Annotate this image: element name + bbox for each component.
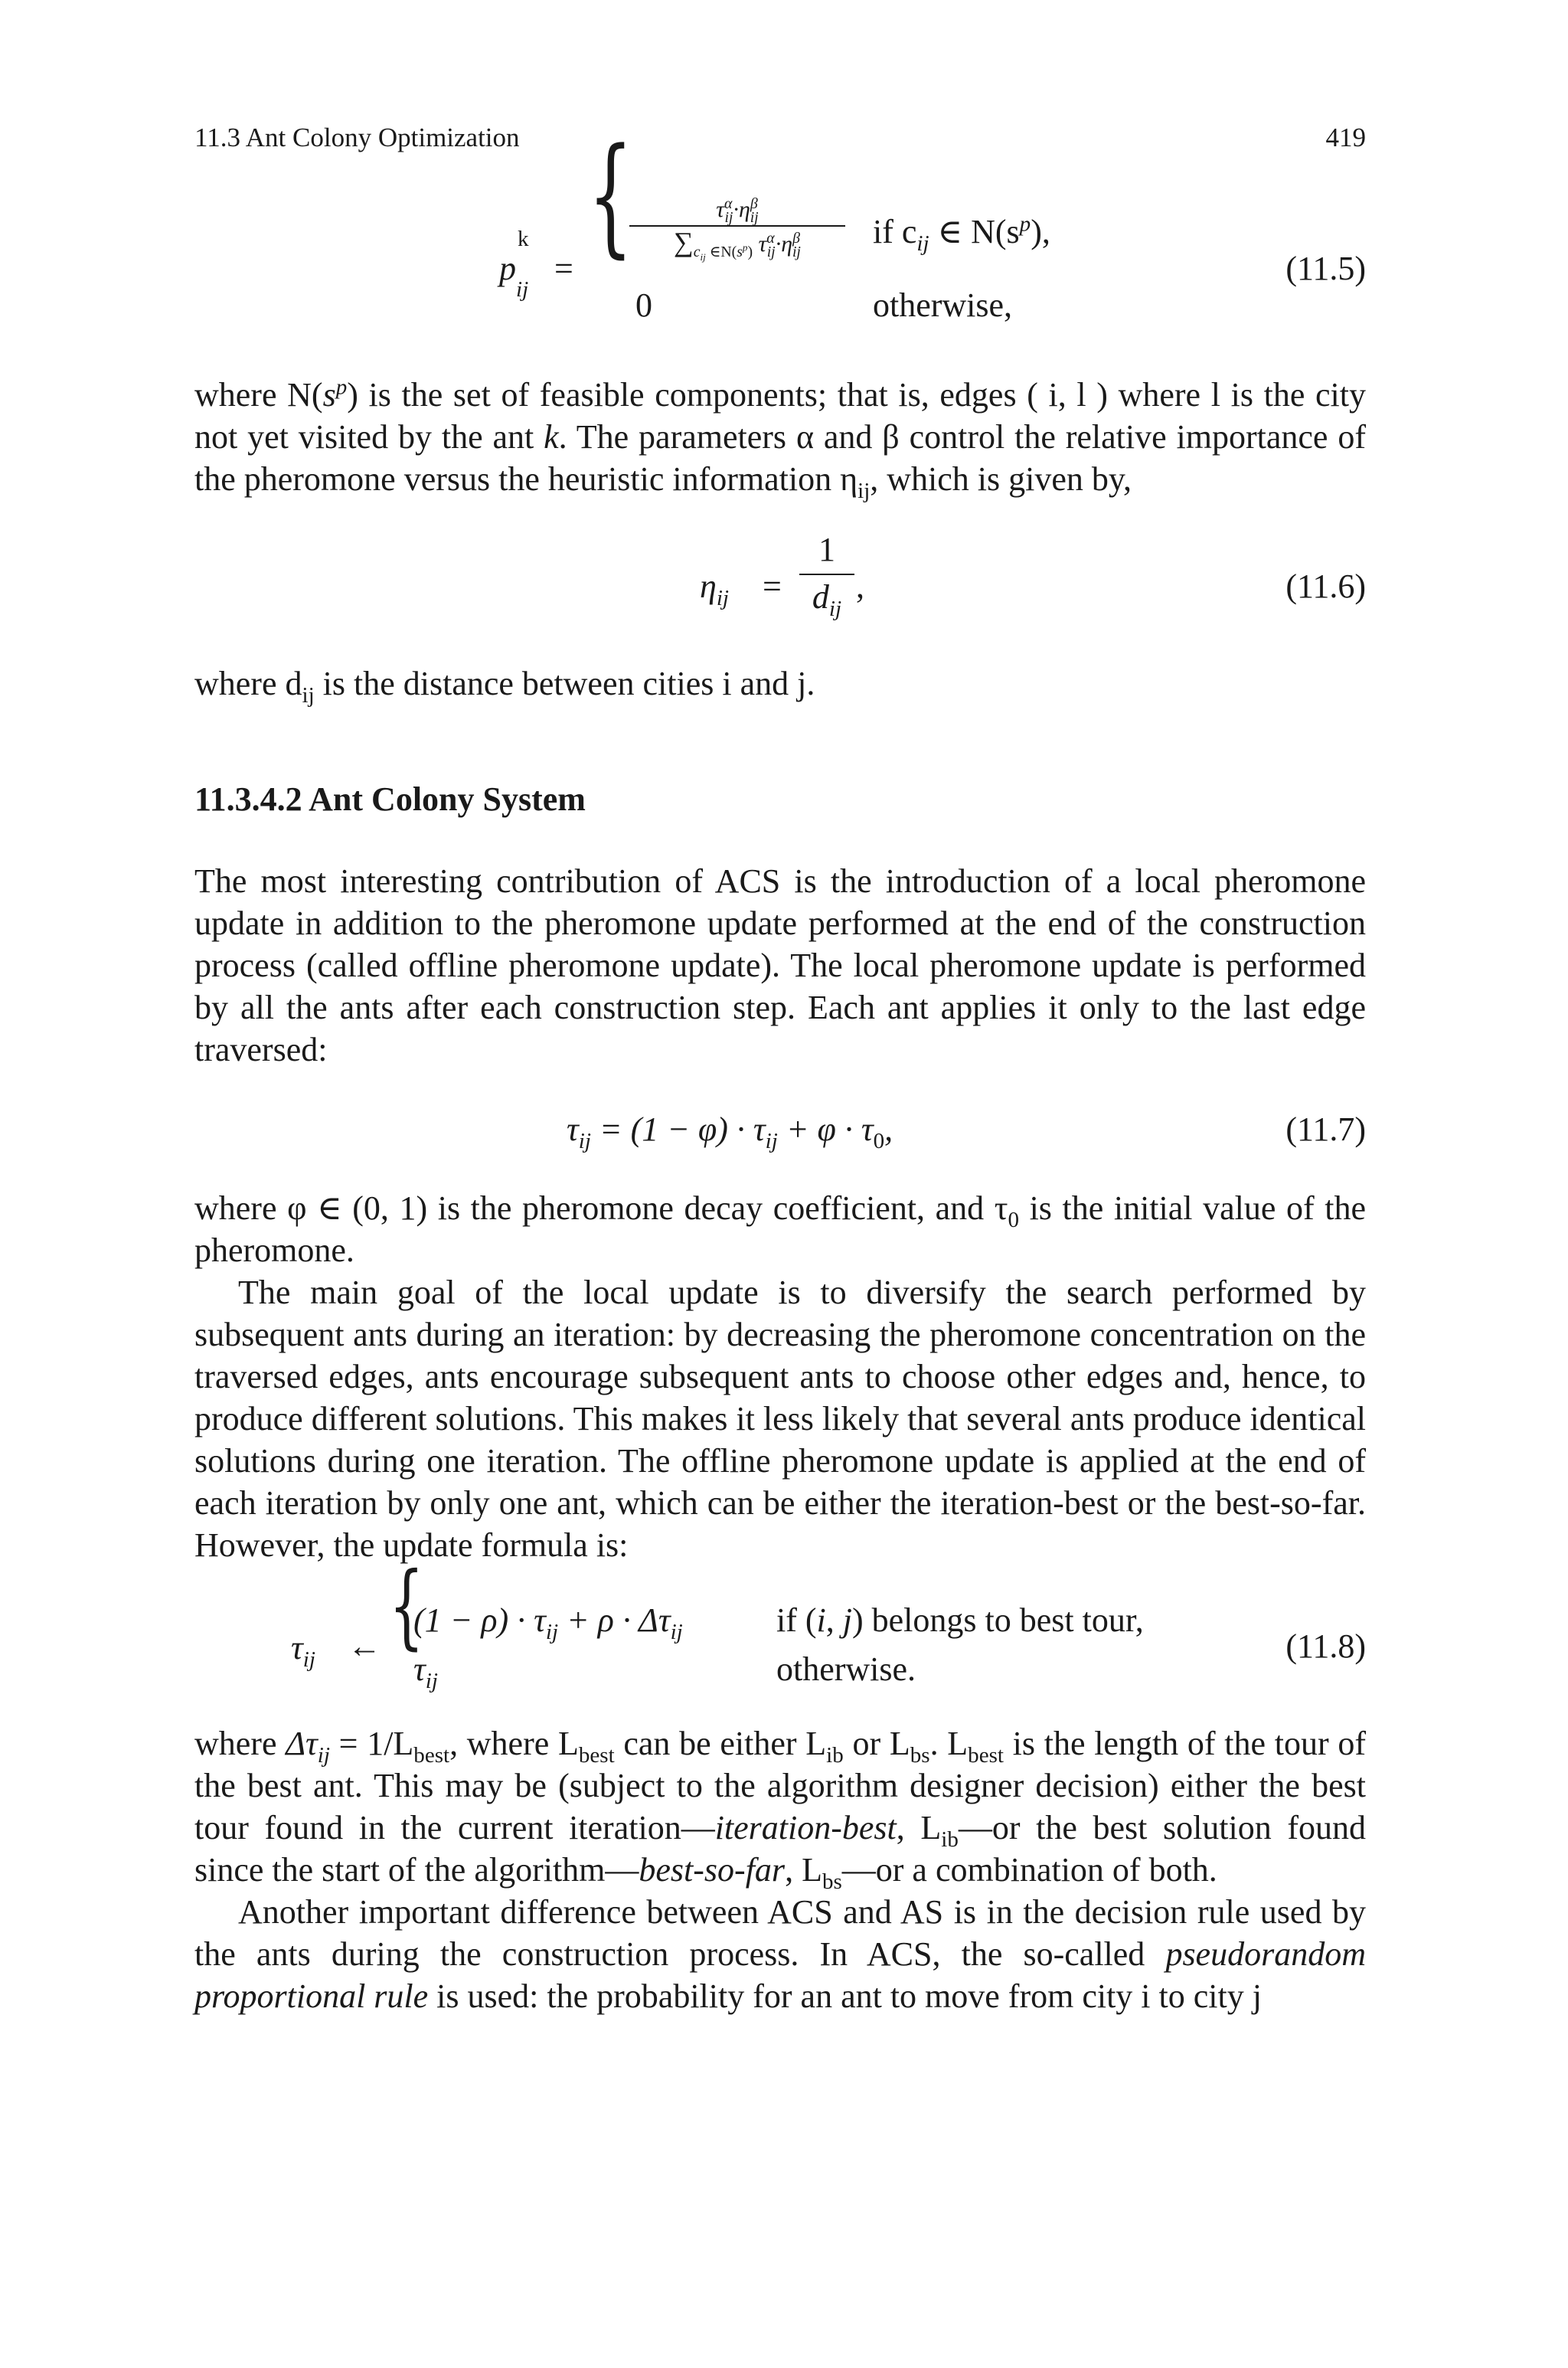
equation-11-7 xyxy=(194,1107,1366,1153)
eq-11-6-comma: , xyxy=(856,567,864,605)
eq-11-5-case2-condition: otherwise, xyxy=(873,286,1013,324)
eq-11-8-case1-condition: if (i, j) belongs to best tour, xyxy=(776,1601,1144,1639)
eq-11-5-case1-condition: if $c_{ij}$ ∈ $N(s^p)$, xyxy=(873,211,1050,256)
eq-11-8-case2-condition: otherwise. xyxy=(776,1650,916,1688)
running-head-section: 11.3 Ant Colony Optimization xyxy=(194,123,520,152)
eq-11-6-lhs: $\eta_{ij}$ xyxy=(700,567,729,610)
paragraph-local-update-goal: The main goal of the local update is to diversify the search performed by subsequent ants during an iteration: by decreasing the pheromone concentration on the traversed edges, ants encourage subsequent ants to choose other edges and, hence, to produce different solutions. This makes it less likely that several ants produce identical solutions during one iteration. The offline pheromone update is applied at the end of each iteration by only one ant, which can be either the iteration-best or the best-so-far. However, the update formula is: xyxy=(194,1274,1366,1564)
running-head xyxy=(194,123,1366,153)
eq-11-8-case2-value: $\tau_{ij}$ xyxy=(413,1650,438,1693)
eq-11-5-case2-value: 0 xyxy=(635,286,652,324)
eq-11-6-number: (11.6) xyxy=(1285,567,1366,605)
eq-11-5-brace: { xyxy=(588,120,633,270)
eq-11-5-equals: = xyxy=(554,250,573,287)
eq-11-5-number: (11.5) xyxy=(1285,250,1366,287)
book-page xyxy=(194,120,1367,2017)
eq-11-8-lhs: $\tau_{ij}$ xyxy=(291,1629,315,1672)
paragraph-decision-rule: Another important difference between ACS and AS is in the decision rule used by the ants during the construction process. In ACS, the so-called pseudorandom proportional rule is used: the probability for an ant to move from city i to city j xyxy=(194,1893,1366,2015)
paragraph-feasible-components: where $N(s^p)$ is the set of feasible components; that is, edges ( i, l ) where l is the city not yet visited by the ant k. The parameters α and β control the relative importance of the pheromone versus the heuristic information $\eta_{ij}$, which is given by, xyxy=(194,374,1366,503)
section-title: 11.3.4.2 Ant Colony System xyxy=(194,780,586,818)
eq-11-7-body: $\tau_{ij} = (1 - \varphi) \cdot \tau_{ij} + \varphi \cdot \tau_0$, xyxy=(567,1110,893,1153)
eq-11-7-number: (11.7) xyxy=(1285,1110,1366,1148)
paragraph-acs-intro: The most interesting contribution of ACS is the introduction of a local pheromone update in addition to the pheromone update performed at the end of the construction process (called offline pheromone update). The local pheromone update is performed by all the ants after each construction step. Each ant applies it only to the last edge traversed: xyxy=(194,862,1366,1068)
eq-11-5-lhs: p k $_{ij}$ xyxy=(499,227,529,302)
eq-11-8-brace: { xyxy=(389,1553,424,1660)
paragraph-decay-coefficient: where φ ∈ (0, 1) is the pheromone decay coefficient, and $\tau_0$ is the initial value of the pheromone. xyxy=(194,1189,1366,1269)
page-number: 419 xyxy=(1325,123,1366,152)
eq-11-8-number: (11.8) xyxy=(1285,1627,1366,1665)
eq-11-6-equals: = xyxy=(763,567,782,605)
eq-11-6-fraction: 1 $d_{ij}$ xyxy=(799,531,854,617)
eq-11-8-case1-value: $(1 - \rho) \cdot \tau_{ij} + \rho \cdot \Delta\tau_{ij}$ xyxy=(413,1601,683,1644)
paragraph-distance: where $d_{ij}$ is the distance between cities i and j. xyxy=(194,665,815,708)
equation-11-8 xyxy=(194,1553,1366,1696)
eq-11-5-fraction: $\tau^\alpha_{ij}\cdot\eta^\beta_{ij}$ $\sum_{c_{ij}}$ $_{\in N(s^p)}$ $\tau^\alpha_{ij}\cdot\eta^\beta_{ij}$ xyxy=(629,198,845,257)
eq-11-8-arrow: ← xyxy=(348,1627,381,1665)
paragraph-best-length: where $\Delta\tau_{ij} = 1/L_{best}$, where $L_{best}$ can be either $L_{ib}$ or $L_{bs}$. $L_{best}$ is the length of the tour of the best ant. This may be (subject to the algorithm designer decision) either the best tour found in the current iteration—iteration-best, $L_{ib}—or$ the best solution found since the start of the algorithm—best-so-far, $L_{bs}—or$ a combination of both. xyxy=(194,1725,1367,1894)
equation-11-6 xyxy=(194,531,1366,646)
